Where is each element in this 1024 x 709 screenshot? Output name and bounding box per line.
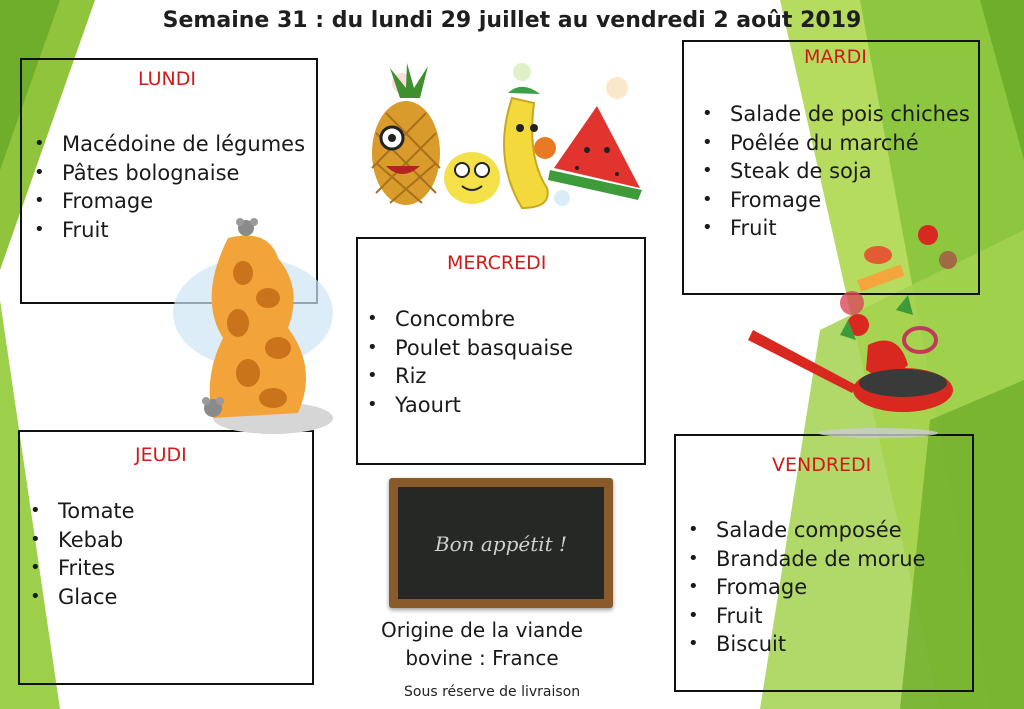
fruit-characters-illustration (362, 58, 642, 218)
list-item: • Poêlée du marché (700, 129, 970, 158)
list-item: • Yaourt (365, 391, 573, 420)
list-item: • Fruit (32, 216, 305, 245)
chalkboard (389, 478, 613, 608)
list-item: • Fruit (700, 214, 970, 243)
mercredi-menu (365, 305, 573, 419)
origin-line-2: bovine : France (405, 646, 559, 670)
chalkboard-slate (398, 487, 604, 599)
list-item: • Glace (28, 583, 135, 612)
list-item: • Biscuit (686, 630, 925, 659)
list-item: • Fruit (686, 602, 925, 631)
vendredi-menu (686, 516, 925, 659)
list-item: • Steak de soja (700, 157, 970, 186)
vendredi-heading: VENDREDI (772, 454, 872, 476)
list-item: • Salade composée (686, 516, 925, 545)
list-item: • Riz (365, 362, 573, 391)
jeudi-heading: JEUDI (135, 444, 187, 466)
list-item: • Poulet basquaise (365, 334, 573, 363)
list-item: • Fromage (32, 187, 305, 216)
delivery-note: Sous réserve de livraison (404, 684, 581, 700)
list-item: • Fromage (686, 573, 925, 602)
list-item: • Fromage (700, 186, 970, 215)
list-item: • Pâtes bolognaise (32, 159, 305, 188)
frying-pan-illustration (748, 215, 958, 440)
mercredi-heading: MERCREDI (447, 252, 547, 274)
jeudi-menu (28, 497, 135, 611)
chalkboard-text: Bon appétit ! (434, 532, 568, 556)
list-item: • Concombre (365, 305, 573, 334)
page-title: Semaine 31 : du lundi 29 juillet au vendredi 2 août 2019 (162, 8, 862, 33)
list-item: • Kebab (28, 526, 135, 555)
list-item: • Macédoine de légumes (32, 130, 305, 159)
mardi-heading: MARDI (804, 46, 867, 68)
cheese-mice-illustration (168, 218, 338, 440)
list-item: • Brandade de morue (686, 545, 925, 574)
list-item: • Tomate (28, 497, 135, 526)
lundi-heading: LUNDI (138, 68, 196, 90)
origin-line-1: Origine de la viande (381, 618, 583, 642)
list-item: • Frites (28, 554, 135, 583)
meat-origin-note (362, 616, 602, 672)
list-item: • Salade de pois chiches (700, 100, 970, 129)
